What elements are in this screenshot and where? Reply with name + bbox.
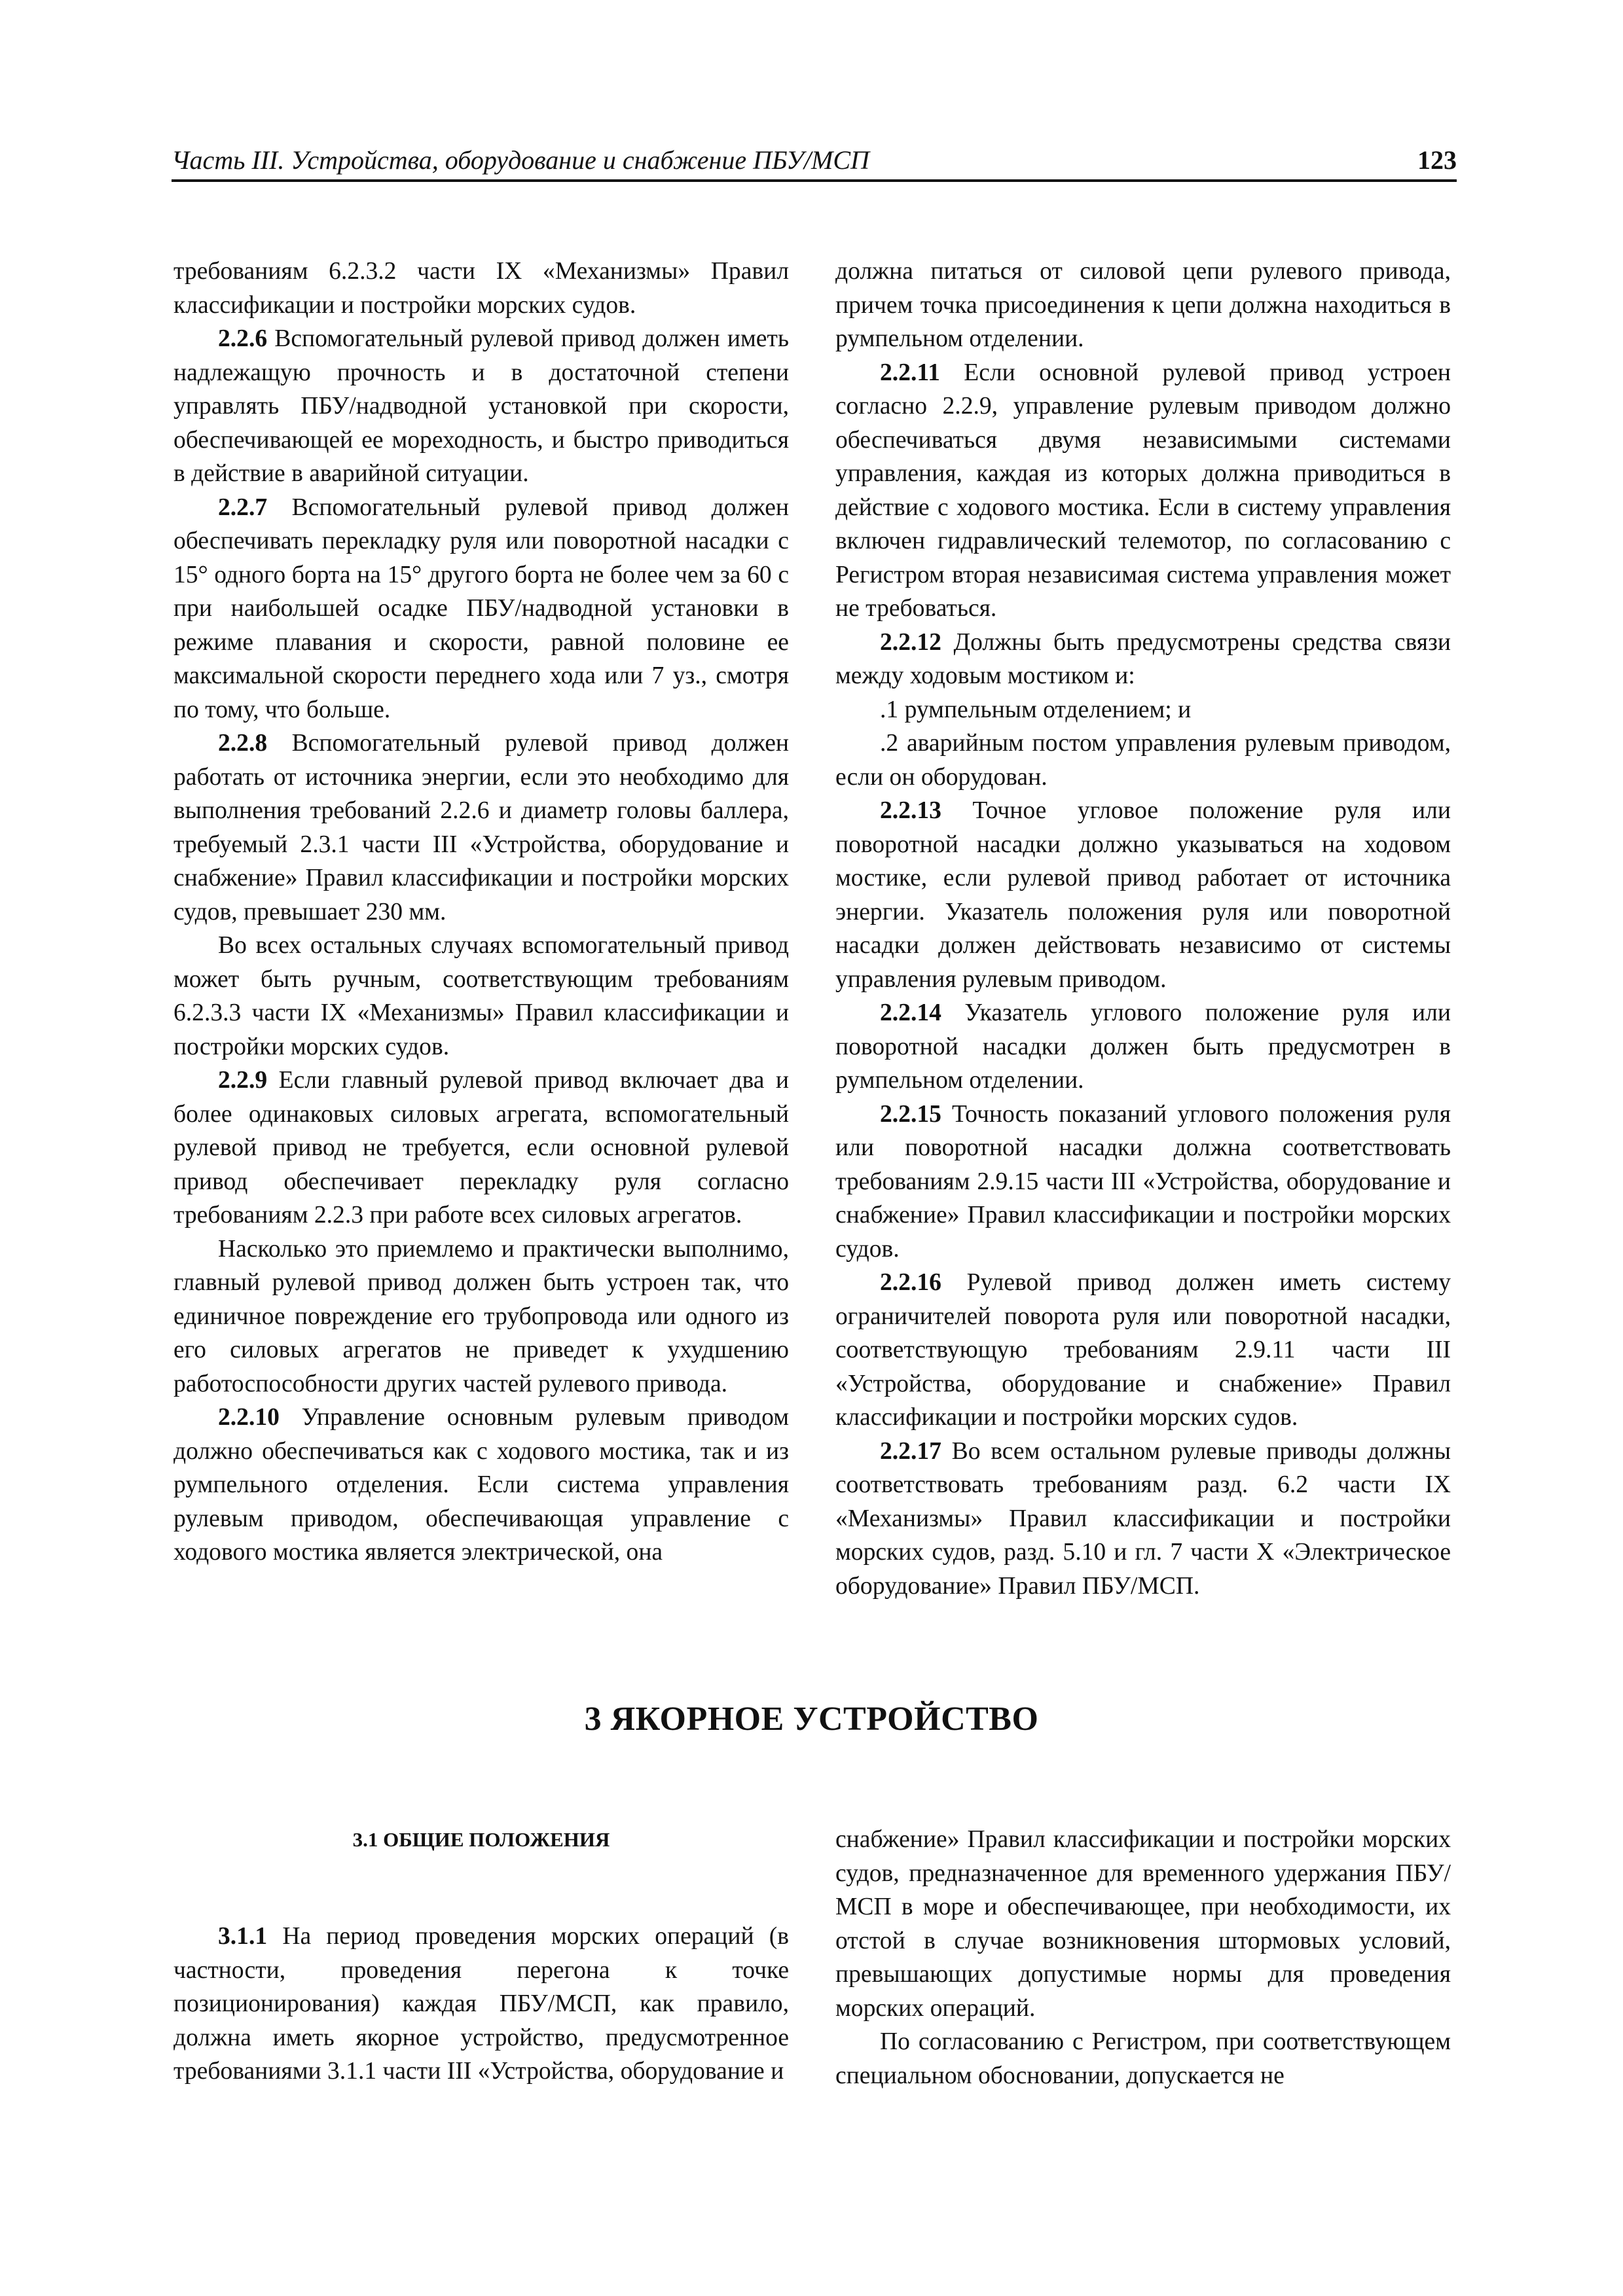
- right-column-bottom: [835, 1823, 1451, 2092]
- paragraph: должна питаться от силовой цепи рулевого привода, причем точка присоединения к цепи должна находиться в румпельном отделении.: [835, 258, 1451, 352]
- left-column-top: [173, 255, 789, 1570]
- paragraph-2-2-14: 2.2.14 Указатель углового положение руля или поворотной насадки должен быть предусмотрен в румпельном отделении.: [835, 999, 1451, 1094]
- paragraph-2-2-15: 2.2.15 Точность показаний углового положения руля или поворотной насадки должна соответствовать требованиям 2.9.15 части III «Устройства, оборудование и снабжение» Правил классификации и постройки морских судов.: [835, 1100, 1451, 1263]
- list-item: .2 аварийным постом управления рулевым приводом, если он оборудован.: [835, 730, 1451, 791]
- section-heading: 3 ЯКОРНОЕ УСТРОЙСТВО: [584, 1700, 1039, 1738]
- paragraph-2-2-17: 2.2.17 Во всем остальном рулевые приводы должны соответствовать требованиям разд. 6.2 части IX «Механизмы» Правил классификации и постройки морских судов, разд. 5.10 и гл. 7 части X «Электрическое оборудование» Правил ПБУ/МСП.: [835, 1437, 1451, 1600]
- paragraph-2-2-12: 2.2.12 Должны быть предусмотрены средства связи между ходовым мостиком и:: [835, 628, 1451, 689]
- paragraph: Во всех остальных случаях вспомогательный привод может быть ручным, соответствующим требованиям 6.2.3.3 части IX «Механизмы» Правил классификации и постройки морских судов.: [173, 932, 789, 1060]
- clause-number: 2.2.12: [880, 628, 941, 656]
- paragraph: требованиям 6.2.3.2 части IX «Механизмы» Правил классификации и постройки морских судов.: [173, 258, 789, 319]
- clause-number: 2.2.8: [218, 730, 268, 757]
- paragraph: Насколько это приемлемо и практически выполнимо, главный рулевой привод должен быть устроен так, что единичное повреждение его трубопровода или одного из его силовых агрегатов не приведет к ухудшению работоспособности других частей рулевого привода.: [173, 1235, 789, 1397]
- clause-number: 2.2.13: [880, 797, 941, 824]
- right-column-top: [835, 255, 1451, 1603]
- clause-number: 2.2.6: [218, 325, 268, 352]
- clause-number: 2.2.9: [218, 1067, 268, 1094]
- running-header: [172, 147, 1457, 181]
- header-title: Часть III. Устройства, оборудование и снабжение ПБУ/МСП: [172, 145, 869, 175]
- paragraph-2-2-10: 2.2.10 Управление основным рулевым приводом должно обеспечиваться как с ходового мостика, так и из румпельного отделения. Если система управления рулевым приводом, обеспечивающая управление с ходового мостика является электрической, она: [173, 1404, 789, 1566]
- page-number: 123: [1417, 145, 1457, 175]
- clause-number: 2.2.17: [880, 1437, 941, 1465]
- paragraph-2-2-16: 2.2.16 Рулевой привод должен иметь систему ограничителей поворота руля или поворотной насадки, соответствующую требованиям 2.9.11 части III «Устройства, оборудование и снабжение» Правил классификации и постройки морских судов.: [835, 1269, 1451, 1431]
- clause-number: 2.2.15: [880, 1100, 941, 1128]
- spacer: [173, 1888, 789, 1920]
- list-item: .1 румпельным отделением; и: [880, 696, 1192, 723]
- clause-number: 2.2.10: [218, 1404, 280, 1431]
- paragraph: снабжение» Правил классификации и постройки морских судов, предназначенное для временного удержания ПБУ/МСП в море и обеспечивающее, при необходимости, их отстой в случае возникновения штормовых условий, превышающих допустимые нормы для проведения морских операций.: [835, 1826, 1451, 2022]
- clause-number: 3.1.1: [218, 1923, 268, 1950]
- paragraph-2-2-9: 2.2.9 Если главный рулевой привод включает два и более одинаковых силовых агрегата, вспомогательный рулевой привод не требуется, если основной рулевой привод обеспечивает перекладку руля согласно требованиям 2.2.3 при работе всех силовых агрегатов.: [173, 1067, 789, 1229]
- paragraph-2-2-8: 2.2.8 Вспомогательный рулевой привод должен работать от источника энергии, если это необходимо для выполнения требований 2.2.6 и диаметр головы баллера, требуемый 2.3.1 части III «Устройства, оборудование и снабжение» Правил классификации и постройки морских судов, превышает 230 мм.: [173, 730, 789, 925]
- paragraph-2-2-13: 2.2.13 Точное угловое положение руля или поворотной насадки должно указываться на ходовом мостике, если рулевой привод работает от источника энергии. Указатель положения руля или поворотной насадки должен действовать независимо от системы управления рулевым приводом.: [835, 797, 1451, 993]
- paragraph-2-2-6: 2.2.6 Вспомогательный рулевой привод должен иметь надлежащую прочность и в достаточной степени управлять ПБУ/надводной установкой при скорости, обеспечивающей ее мореходность, и быстро приводиться в действие в аварийной ситуации.: [173, 325, 789, 487]
- clause-number: 2.2.14: [880, 999, 941, 1026]
- clause-number: 2.2.7: [218, 493, 268, 521]
- paragraph-2-2-11: 2.2.11 Если основной рулевой привод устроен согласно 2.2.9, управление рулевым приводом должно обеспечиваться двумя независимыми системами управления, каждая из которых должна приводиться в действие с ходового мостика. Если в систему управления включен гидравлический телемотор, по согласованию с Регистром вторая независимая система управления может не требоваться.: [835, 359, 1451, 622]
- paragraph-3-1-1: 3.1.1 На период проведения морских операций (в частности, проведения перегона к точке позиционирования) каждая ПБУ/МСП, как правило, должна иметь якорное устройство, предусмотренное требованиями 3.1.1 части III «Устройства, оборудование и: [173, 1923, 789, 2085]
- left-column-bottom: [173, 1823, 789, 2089]
- header-rule: [172, 179, 1457, 182]
- subsection-heading: 3.1 ОБЩИЕ ПОЛОЖЕНИЯ: [352, 1828, 610, 1851]
- clause-number: 2.2.11: [880, 359, 940, 386]
- paragraph-2-2-7: 2.2.7 Вспомогательный рулевой привод должен обеспечивать перекладку руля или поворотной насадки с 15° одного борта на 15° другого борта не более чем за 60 с при наибольшей осадке ПБУ/надводной установки в режиме плавания и скорости, равной половине ее максимальной скорости переднего хода или 7 уз., смотря по тому, что больше.: [173, 493, 789, 723]
- clause-number: 2.2.16: [880, 1269, 941, 1296]
- paragraph: По согласованию с Регистром, при соответствующем специальном обосновании, допускается не: [835, 2028, 1451, 2089]
